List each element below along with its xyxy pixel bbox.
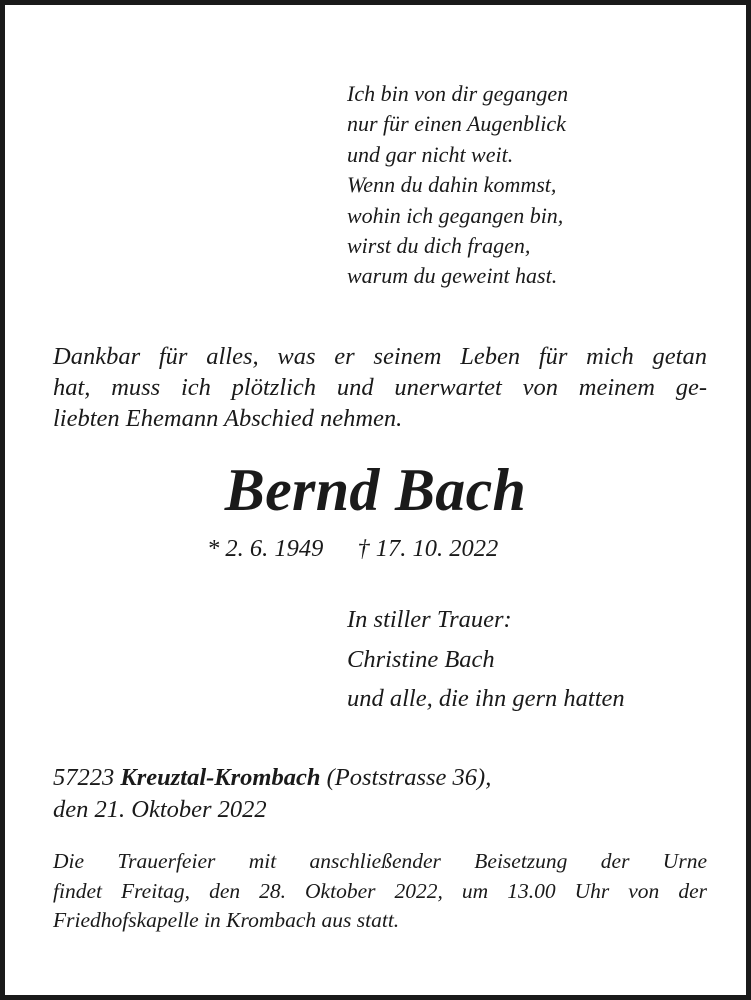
funeral-line: findet Freitag, den 28. Oktober 2022, um 13.00 Uhr von der [53,878,707,903]
intro-line: liebten Ehemann Abschied nehmen. [53,405,403,432]
poem-line: Ich bin von dir gegangen [347,81,569,106]
poem-line: nur für einen Augenblick [347,111,566,137]
street: (Poststrasse 36), [326,764,492,791]
poem-line: wirst du dich fragen, [347,233,531,259]
date-line: den 21. Oktober 2022 [53,796,267,823]
poem-line: wohin ich gegangen bin, [347,202,564,228]
deceased-name: Bernd Bach [224,457,527,523]
life-dates [207,533,498,565]
funeral-line: Die Trauerfeier mit anschließender Beisetzung der Urne [53,849,707,873]
poem-line: und gar nicht weit. [347,141,514,167]
poem-line: warum du geweint hast. [347,263,558,289]
postcode: 57223 [53,764,115,791]
mourner-name: Christine Bach [347,645,495,673]
funeral-info [53,847,707,936]
town: Kreuztal-Krombach [120,764,321,791]
mourners [347,600,625,719]
birth-date: * 2. 6. 1949 [207,535,324,562]
intro-line: Dankbar für alles, was er seinem Leben für mich getan [53,343,707,370]
funeral-line: Friedhofskapelle in Krombach aus statt. [53,908,400,932]
poem [347,79,568,292]
poem-line: Wenn du dahin kommst, [347,172,557,198]
address-block [53,762,491,826]
intro-line: hat, muss ich plötzlich und unerwartet von meinem ge- [53,374,707,401]
mourners-others: und alle, die ihn gern hatten [347,685,625,712]
intro-text [53,341,707,434]
address-line [53,762,491,794]
mourners-heading: In stiller Trauer: [347,606,512,633]
death-date: † 17. 10. 2022 [357,535,499,562]
